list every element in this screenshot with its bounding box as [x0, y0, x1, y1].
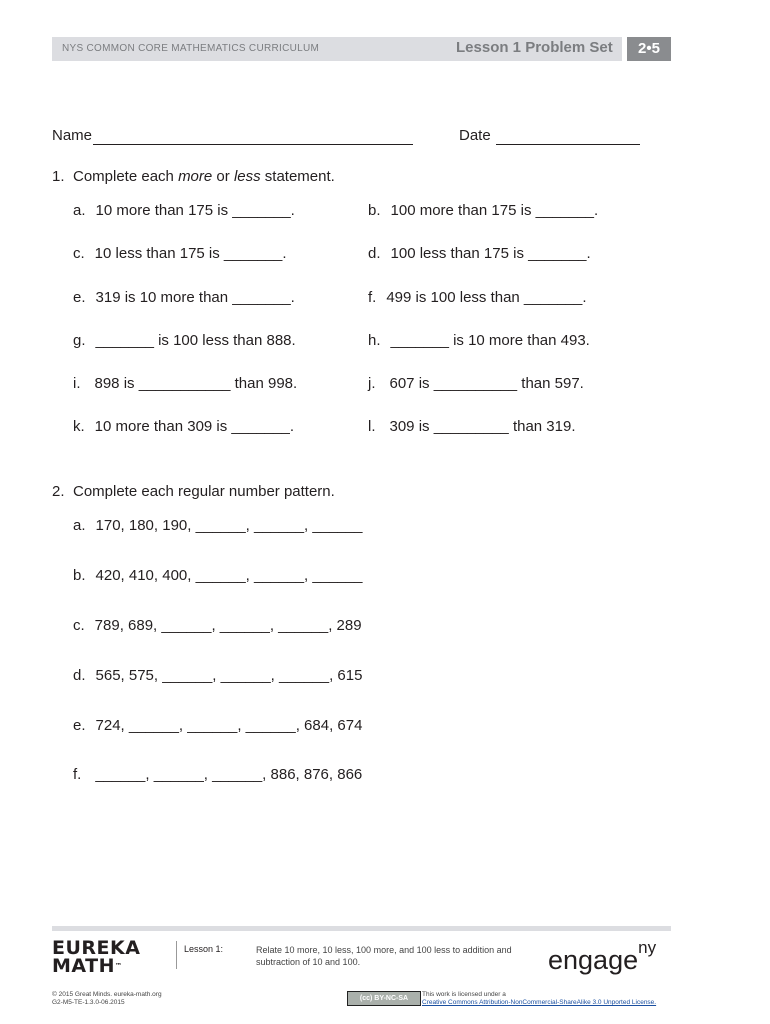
item-text: 10 more than 309 is _______.: [94, 418, 294, 435]
engage-ny: ny: [638, 938, 657, 957]
name-label: Name: [52, 127, 93, 144]
q2-item: [73, 766, 362, 783]
lesson-label: Lesson 1:: [184, 944, 224, 954]
q1-item: [368, 418, 576, 435]
item-letter: k.: [73, 418, 85, 435]
item-letter: d.: [368, 245, 381, 262]
logo-text: MATH: [52, 955, 115, 977]
item-text: 100 less than 175 is _______.: [390, 245, 591, 262]
item-letter: f.: [368, 289, 377, 306]
prompt-part: statement.: [260, 168, 335, 185]
item-letter: h.: [368, 332, 381, 349]
item-letter: f.: [73, 766, 82, 783]
lesson-desc-line: subtraction of 10 and 100.: [256, 957, 361, 967]
item-text: 10 more than 175 is _______.: [95, 202, 295, 219]
version-line: G2-M5-TE-1.3.0-06.2015: [52, 999, 125, 1006]
q1-item: [368, 202, 598, 219]
prompt-more: more: [178, 168, 213, 185]
q1-item: [73, 245, 287, 262]
item-text: 565, 575, ______, ______, ______, 615: [95, 667, 363, 684]
item-letter: b.: [368, 202, 381, 219]
item-text: _______ is 100 less than 888.: [95, 332, 296, 349]
item-letter: e.: [73, 717, 86, 734]
q1-item: [73, 202, 295, 219]
date-label: Date: [459, 127, 491, 144]
item-text: ______, ______, ______, 886, 876, 866: [95, 766, 363, 783]
item-text: 607 is __________ than 597.: [389, 375, 584, 392]
item-letter: e.: [73, 289, 86, 306]
question-2-number: 2.: [52, 483, 65, 500]
name-field[interactable]: [93, 129, 413, 145]
q2-item: [73, 567, 362, 584]
q1-item: [368, 245, 591, 262]
lesson-desc-line: Relate 10 more, 10 less, 100 more, and 100 less to addition and: [256, 945, 512, 955]
item-text: 10 less than 175 is _______.: [94, 245, 287, 262]
q1-item: [368, 375, 584, 392]
prompt-part: or: [212, 168, 234, 185]
engageny-logo: [548, 938, 657, 976]
prompt-less: less: [233, 168, 261, 185]
lesson-description: [256, 944, 512, 968]
item-text: 420, 410, 400, ______, ______, ______: [95, 567, 363, 584]
q1-item: [368, 332, 590, 349]
logo-line-2: [52, 957, 140, 975]
item-letter: a.: [73, 202, 86, 219]
q2-item: [73, 517, 362, 534]
q2-item: [73, 717, 362, 734]
item-text: 100 more than 175 is _______.: [390, 202, 599, 219]
item-letter: a.: [73, 517, 86, 534]
license-line: This work is licensed under a: [422, 991, 506, 998]
item-letter: d.: [73, 667, 86, 684]
eureka-math-logo: [52, 939, 140, 975]
engage-text: engage: [548, 945, 639, 975]
prompt-part: Complete each: [73, 168, 179, 185]
logo-line-1: EUREKA: [52, 937, 141, 959]
copyright: [52, 991, 162, 1007]
copyright-line: © 2015 Great Minds. eureka-math.org: [52, 991, 162, 998]
question-1-prompt: [73, 168, 335, 185]
q2-item: [73, 617, 362, 634]
lesson-title: Lesson 1 Problem Set: [456, 39, 613, 56]
question-2-prompt: Complete each regular number pattern.: [73, 483, 335, 500]
trademark: ™: [115, 962, 123, 970]
q1-item: [73, 418, 294, 435]
footer-divider: [176, 941, 177, 969]
license-link[interactable]: Creative Commons Attribution-NonCommercial-ShareAlike 3.0 Unported License.: [422, 999, 657, 1006]
item-text: 319 is 10 more than _______.: [95, 289, 295, 306]
item-letter: i.: [73, 375, 81, 392]
footer-rule: [52, 926, 671, 931]
curriculum-title: NYS COMMON CORE MATHEMATICS CURRICULUM: [62, 43, 320, 54]
item-letter: b.: [73, 567, 86, 584]
grade-module-badge: 2•5: [627, 37, 671, 61]
item-text: 898 is ___________ than 998.: [94, 375, 298, 392]
q1-item: [73, 332, 296, 349]
item-letter: c.: [73, 245, 85, 262]
item-text: 499 is 100 less than _______.: [386, 289, 587, 306]
question-1-number: 1.: [52, 168, 65, 185]
item-letter: c.: [73, 617, 85, 634]
item-text: _______ is 10 more than 493.: [390, 332, 590, 349]
q1-item: [368, 289, 587, 306]
date-field[interactable]: [496, 129, 640, 145]
item-letter: j.: [368, 375, 376, 392]
cc-license-badge[interactable]: (cc) BY-NC-SA: [347, 991, 421, 1006]
license-text: [422, 991, 656, 1007]
item-text: 789, 689, ______, ______, ______, 289: [94, 617, 362, 634]
q2-item: [73, 667, 362, 684]
q1-item: [73, 375, 297, 392]
q1-item: [73, 289, 295, 306]
item-text: 309 is _________ than 319.: [389, 418, 576, 435]
item-letter: g.: [73, 332, 86, 349]
item-text: 724, ______, ______, ______, 684, 674: [95, 717, 363, 734]
item-letter: l.: [368, 418, 376, 435]
item-text: 170, 180, 190, ______, ______, ______: [95, 517, 363, 534]
